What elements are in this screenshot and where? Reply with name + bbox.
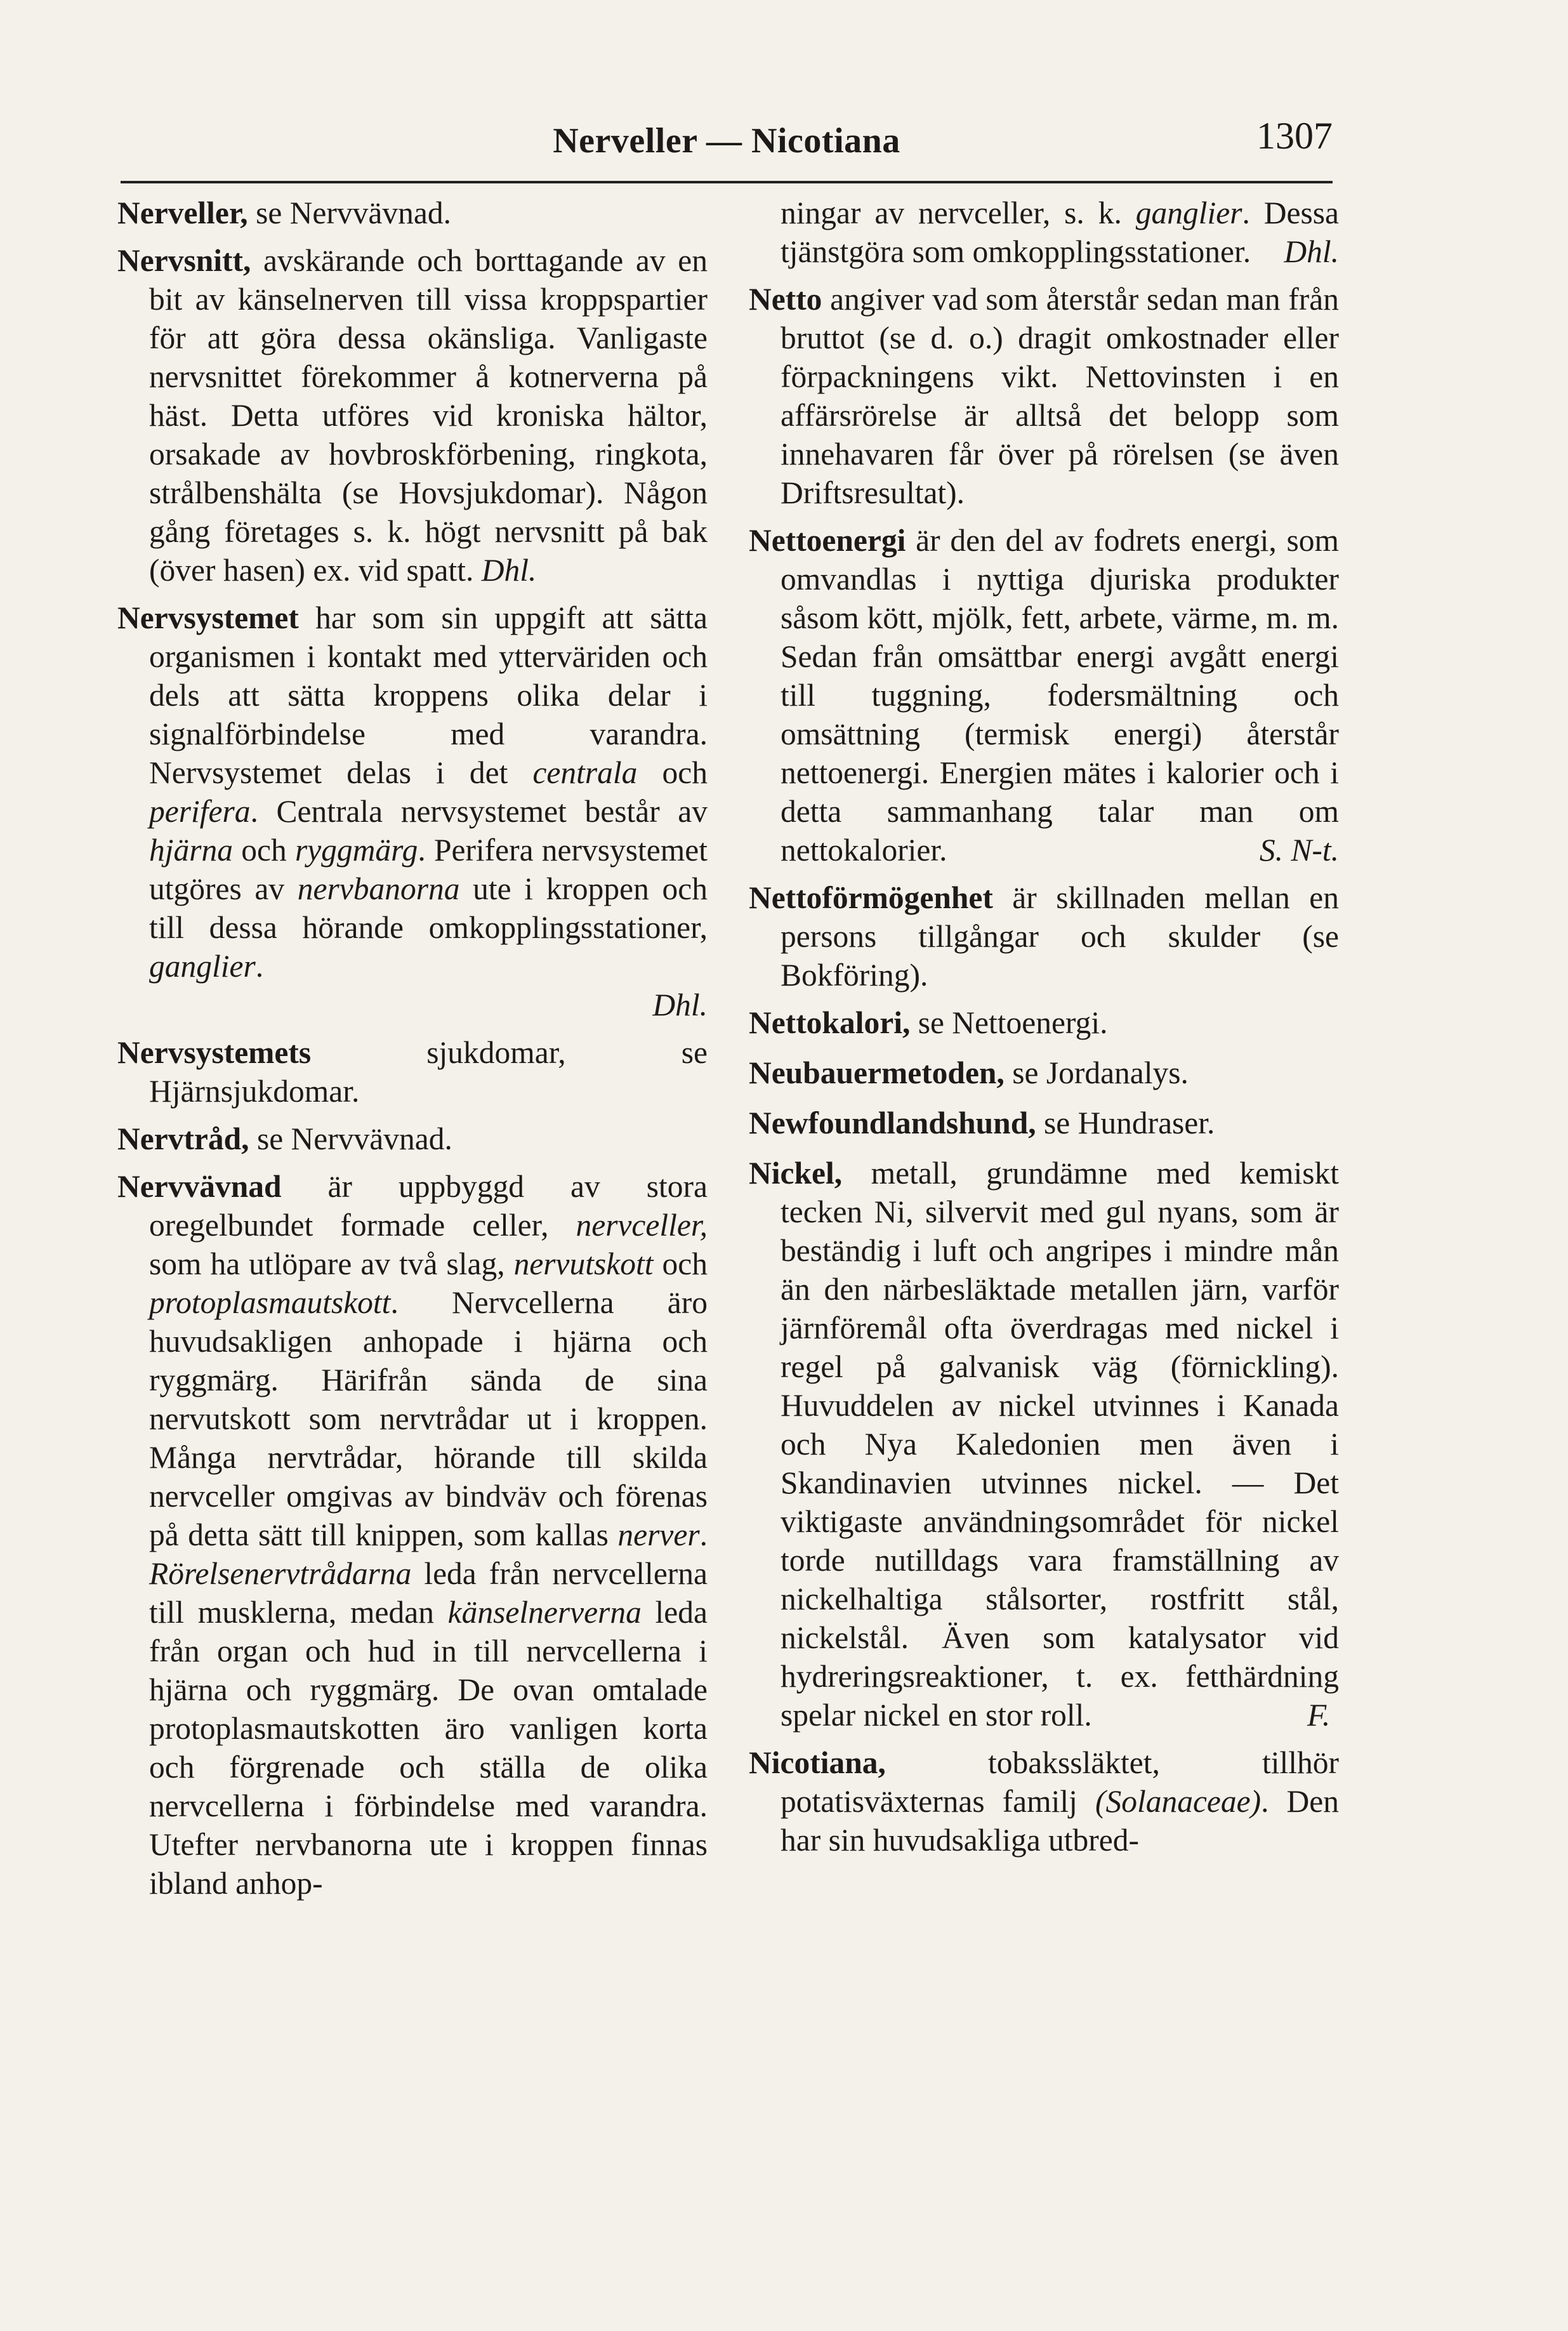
italic-term: nervutskott: [513, 1246, 654, 1281]
entry-text: . Dessa tjänstgöra som omkopplingsstationer.: [781, 195, 1339, 269]
entry-text: och: [233, 833, 295, 868]
entry-text: och: [637, 755, 708, 790]
headword: Nervsnitt,: [117, 243, 251, 278]
headword: Nervsystemet: [117, 600, 299, 635]
entry-nettoenergi: [749, 521, 1339, 869]
headword: Netto: [749, 282, 822, 317]
entry-text: se Nervvävnad.: [249, 1121, 452, 1156]
entry-text: ningar av nervceller, s. k.: [781, 195, 1136, 230]
headword: Nervtråd,: [117, 1121, 249, 1156]
italic-term: ryggmärg: [294, 833, 418, 868]
author-signature: Dhl.: [652, 987, 708, 1022]
entry-newfoundlandshund: [749, 1104, 1339, 1142]
author-signature: Dhl.: [1284, 234, 1339, 269]
header-rule: [121, 181, 1333, 183]
entry-text: har som sin uppgift att sätta organismen i kontakt med ytterväriden och dels att sätta kroppens olika delar i signalförbindelse med varandra. Nervsystemet delas i det: [149, 600, 708, 790]
running-head: [121, 108, 1333, 178]
italic-term: nervceller,: [576, 1208, 708, 1243]
headword: Nettoförmögenhet: [749, 880, 993, 915]
author-signature: S. N-t.: [1259, 833, 1339, 868]
entry-text: leda från nervcellerna till musklerna, medan: [149, 1556, 708, 1630]
entry-text: sjukdomar, se Hjärnsjukdomar.: [149, 1035, 708, 1109]
entry-netto: [749, 280, 1339, 512]
entry-text: . Den har sin huvudsakliga utbred-: [781, 1784, 1339, 1858]
entry-nervsystemets: [117, 1033, 708, 1111]
entry-text: .: [255, 949, 264, 984]
headword: Newfoundlandshund,: [749, 1106, 1036, 1140]
italic-term: (Solanaceae): [1095, 1784, 1262, 1819]
running-title: Nerveller — Nicotiana: [553, 121, 900, 161]
italic-term: protoplasmautskott: [149, 1285, 391, 1320]
entry-text: angiver vad som återstår sedan man från bruttot (se d. o.) dragit omkostnader eller förpackningens vikt. Nettovinsten i en affärsrörelse är alltså det belopp som innehavaren får över på rörelsen (se även Driftsresultat).: [781, 282, 1339, 510]
italic-term: nervbanorna: [297, 871, 460, 906]
entry-nickel: Nickel, metall, grundämne med kemiskt tecken Ni, silvervit med gul nyans, som är beständig i luft och angripes i mindre mån än den närbesläktade metallen järn, varför järnföremål ofta överdragas med nickel i regel på galvanisk väg (förnickling). Huvuddelen av nickel utvinnes i Kanada och Nya Kaledonien men även i Skandinavien utvinnes nickel. — Det viktigaste användningsområdet för nickel torde nutilldags vara framställning av nickelhaltiga stålsorter, rostfritt stål, nickelstål. Även som katalysator vid hydreringsreaktioner, t. ex. fetthärdning spelar nickel en stor roll. F.: [749, 1156, 1339, 1733]
entry-text: och: [653, 1246, 708, 1281]
entry-text: se Nervvävnad.: [247, 195, 451, 230]
page-number: 1307: [1256, 115, 1333, 157]
entry-nervsnitt: [117, 241, 708, 590]
entry-nicotiana: [749, 1743, 1339, 1859]
entry-text: som ha utlöpare av två slag,: [149, 1246, 514, 1281]
italic-term: Rörelsenervtrådarna: [149, 1556, 412, 1591]
entry-text: . Centrala nervsystemet består av: [250, 794, 708, 829]
headword: Nervvävnad: [117, 1169, 282, 1204]
italic-term: nerver: [617, 1517, 700, 1552]
headword: Nettokalori,: [749, 1005, 911, 1040]
entry-nervvavnad: [117, 1167, 708, 1903]
italic-term: hjärna: [149, 833, 234, 868]
entry-text: se Jordanalys.: [1004, 1055, 1189, 1090]
entry-text: är uppbyggd av stora oregelbundet formade celler,: [149, 1169, 708, 1243]
entry-nettoformogenhet: [749, 878, 1339, 994]
entry-text: se Nettoenergi.: [910, 1005, 1108, 1040]
right-column: [749, 194, 1339, 1868]
entry-text: är skillnaden mellan en persons tillgångar och skulder (se Bokföring).: [781, 880, 1339, 993]
italic-term: perifera: [149, 794, 251, 829]
entry-text: . Nervcellerna äro huvudsakligen anhopade i hjärna och ryggmärg. Härifrån sända de sina nervutskott som nervtrådar ut i kroppen. Många nervtrådar, hörande till skilda nervceller omgivas av bindväv och förenas på detta sätt till knippen, som kallas: [149, 1285, 708, 1552]
left-column: [117, 194, 708, 1912]
italic-term: ganglier: [149, 949, 256, 984]
entry-text: metall, grundämne med kemiskt tecken Ni, silvervit med gul nyans, som är beständig i luft och angripes i mindre mån än den närbesläktade metallen järn, varför järnföremål ofta överdragas med nickel i regel på galvanisk väg (förnickling). Huvuddelen av nickel utvinnes i Kanada och Nya Kaledonien men även i Skandinavien utvinnes nickel. — Det viktigaste användningsområdet för nickel torde nutilldags vara framställning av nickelhaltiga stålsorter, rostfritt stål, nickelstål. Även som katalysator vid hydreringsreaktioner, t. ex. fetthärdning spelar nickel en stor roll.: [781, 1156, 1339, 1733]
entry-nervsystemet: [117, 598, 708, 1024]
headword: Neubauermetoden,: [749, 1055, 1005, 1090]
entry-text: leda från organ och hud in till nervcellerna i hjärna och ryggmärg. De ovan omtalade protoplasmautskotten äro vanligen korta och förgrenade och ställa de olika nervcellerna i förbindelse med varandra. Utefter nervbanorna ute i kroppen finnas ibland anhop-: [149, 1595, 708, 1901]
entry-nettokalori: [749, 1003, 1339, 1042]
headword: Nervsystemets: [117, 1035, 312, 1070]
author-signature: Dhl.: [481, 553, 537, 588]
entry-text: tobakssläktet, tillhör potatisväxternas familj: [781, 1745, 1339, 1819]
entry-neubauermetoden: [749, 1053, 1339, 1092]
headword: Nicotiana,: [749, 1745, 886, 1780]
entry-nerveller: [117, 194, 708, 232]
entry-text: .: [699, 1517, 708, 1552]
italic-term: ganglier: [1135, 195, 1242, 230]
italic-term: känselnerverna: [447, 1595, 642, 1630]
entry-text: avskärande och borttagande av en bit av känselnerven till vissa kroppspartier för att göra dessa okänsliga. Vanligaste nervsnittet förekommer å kotnerverna på häst. Detta utföres vid kroniska hältor, orsakade av hovbroskförbening, ringkota, strålbenshälta (se Hovsjukdomar). Någon gång företages s. k. högt nervsnitt på bak (över hasen) ex. vid spatt.: [149, 243, 708, 588]
headword: Nickel,: [749, 1156, 843, 1191]
headword: Nettoenergi: [749, 523, 906, 558]
entry-text: se Hundraser.: [1036, 1106, 1215, 1140]
italic-term: centrala: [532, 755, 638, 790]
entry-continuation: [749, 194, 1339, 271]
entry-text: . Perifera nervsystemet utgöres av: [149, 833, 708, 906]
entry-nervtrad: [117, 1119, 708, 1158]
headword: Nerveller,: [117, 195, 248, 230]
entry-text: ute i kroppen och till dessa hörande omkopplingsstationer,: [149, 871, 708, 945]
entry-text: är den del av fodrets energi, som omvandlas i nyttiga djuriska produkter såsom kött, mjölk, fett, arbete, värme, m. m. Sedan från omsättbar energi avgått energi till tuggning, fodersmältning och omsättning (termisk energi) återstår nettoenergi. Energien mätes i kalorier och i detta sammanhang talar man om nettokalorier.: [781, 523, 1339, 868]
